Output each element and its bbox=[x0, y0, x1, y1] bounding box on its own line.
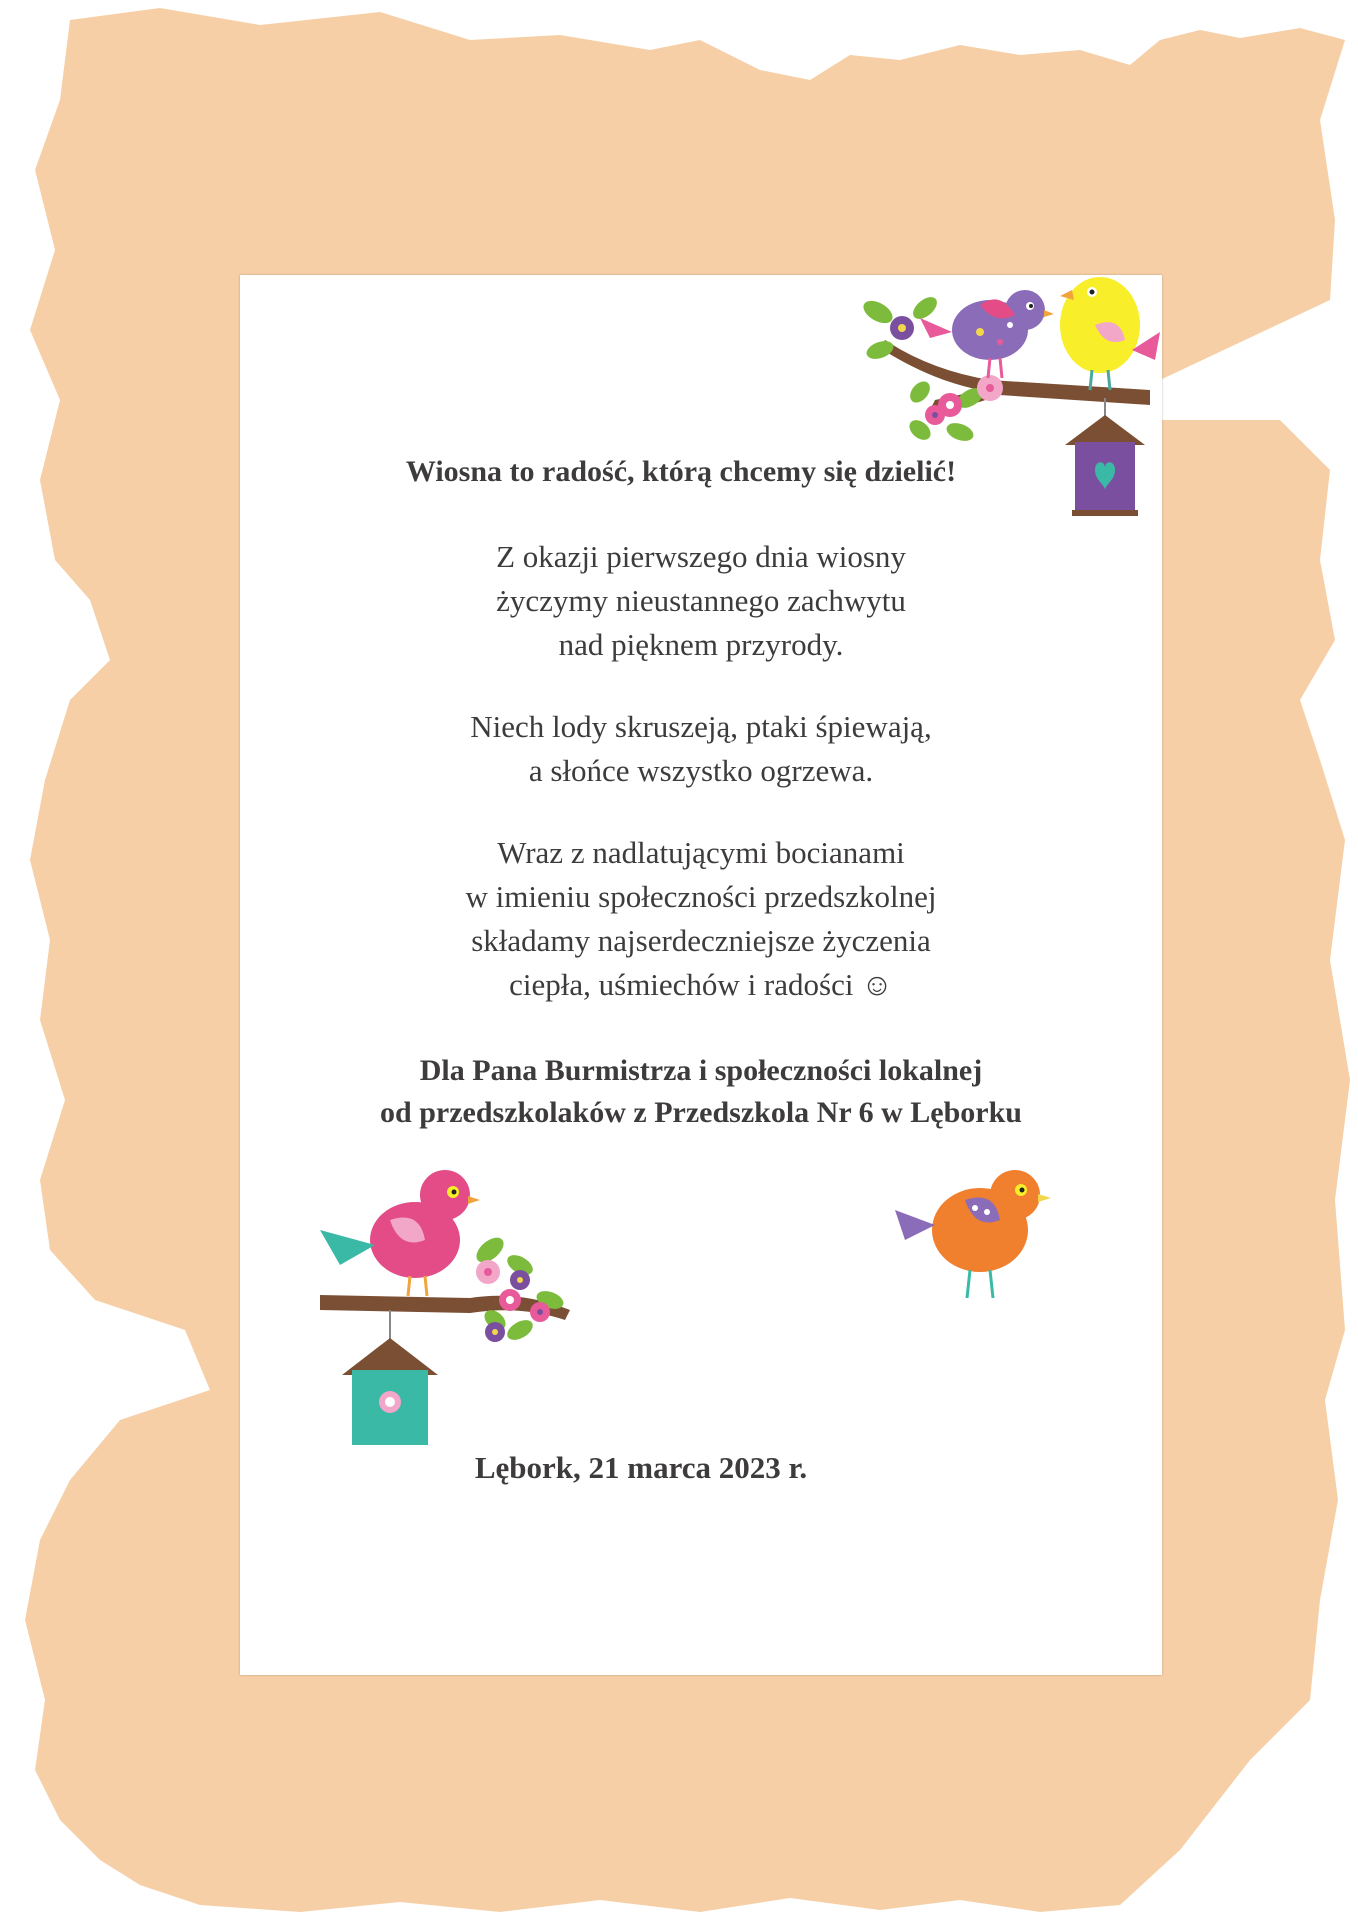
letter-title: Wiosna to radość, którą chcemy się dzielić! bbox=[405, 455, 957, 488]
paragraph-spring bbox=[240, 705, 1162, 793]
greeting-card bbox=[240, 275, 1162, 1675]
yellow-bird-icon bbox=[1060, 277, 1160, 390]
paragraph-line: w imieniu społeczności przedszkolnej bbox=[465, 879, 937, 914]
pink-bird-with-birdhouse-illustration bbox=[320, 1170, 620, 1450]
paragraph-line: nad pięknem przyrody. bbox=[558, 627, 844, 662]
birds-on-branch-top-illustration bbox=[840, 270, 1170, 530]
paragraph-greetings bbox=[240, 831, 1162, 1007]
dedication bbox=[240, 1050, 1162, 1134]
dedication-line: od przedszkolaków z Przedszkola Nr 6 w Lęborku bbox=[380, 1096, 1022, 1129]
purple-bird-icon bbox=[920, 290, 1054, 378]
paragraph-line: ciepła, uśmiechów i radości ☺ bbox=[509, 967, 893, 1002]
paragraph-line: życzymy nieustannego zachwytu bbox=[496, 583, 906, 618]
dedication-line: Dla Pana Burmistrza i społeczności lokalnej bbox=[419, 1054, 983, 1087]
paragraph-line: składamy najserdeczniejsze życzenia bbox=[471, 923, 931, 958]
paragraph-line: Wraz z nadlatującymi bocianami bbox=[497, 835, 905, 870]
orange-bird-illustration bbox=[895, 1160, 1055, 1310]
orange-bird-icon bbox=[895, 1170, 1051, 1298]
paragraph-line: a słońce wszystko ogrzewa. bbox=[528, 753, 874, 788]
paragraph-line: Z okazji pierwszego dnia wiosny bbox=[496, 539, 906, 574]
pink-bird-icon bbox=[320, 1170, 480, 1296]
paragraph-line: Niech lody skruszeją, ptaki śpiewają, bbox=[470, 709, 932, 744]
place-and-date: Lębork, 21 marca 2023 r. bbox=[474, 1450, 808, 1485]
birdhouse-icon bbox=[342, 1310, 438, 1445]
paragraph-wishes bbox=[240, 535, 1162, 667]
